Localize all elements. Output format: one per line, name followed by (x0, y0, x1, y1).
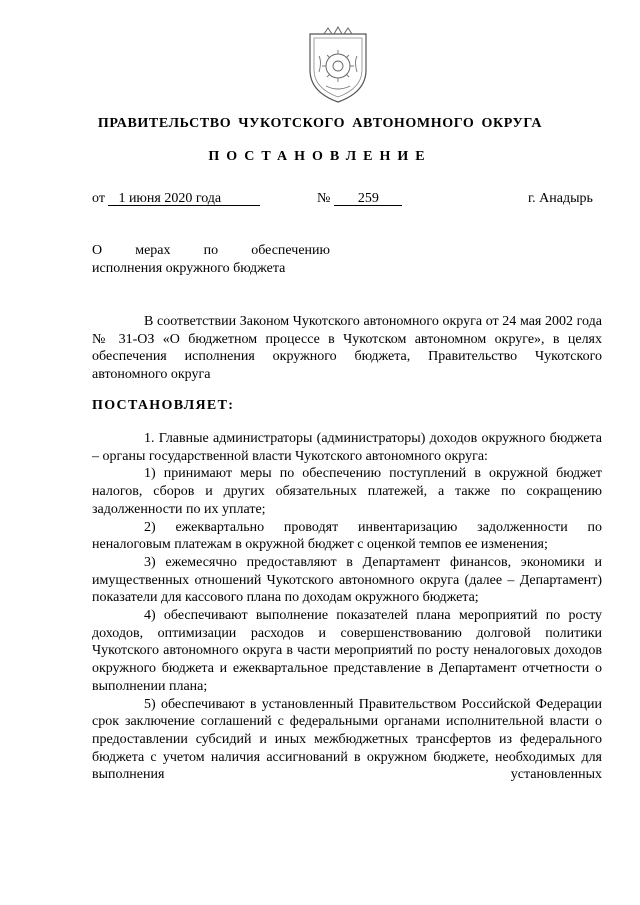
preamble-paragraph: В соответствии Законом Чукотского автономного округа от 24 мая 2002 года № 31-ОЗ «О бюджетном процессе в Чукотском автономном округе», в целях обеспечения исполнения окружного бюджета, Правительство Чукотского автономного округа (92, 314, 602, 383)
number-value: 259 (334, 192, 402, 206)
document-type-title: ПОСТАНОВЛЕНИЕ (208, 149, 432, 164)
item-paragraph: 4) обеспечивают выполнение показателей плана мероприятий по росту доходов, оптимизации расходов и совершенствованию долговой политики Чукотского автономного округа в части мероприятий по росту неналоговых доходов окружного бюджета и ежеквартальное представление в Департамент отчетности о выполнении плана; (92, 608, 602, 694)
document-number (317, 191, 402, 207)
date-label: от (92, 191, 105, 206)
organization-title: ПРАВИТЕЛЬСТВО ЧУКОТСКОГО АВТОНОМНОГО ОКРУГА (97, 116, 543, 131)
subject-line-1: О мерах по обеспечению (92, 243, 330, 258)
item-paragraph: 2) ежеквартально проводят инвентаризацию задолженности по неналоговым платежам в окружной бюджет с оценкой темпов ее изменения; (92, 519, 602, 553)
resolves-heading: ПОСТАНОВЛЯЕТ: (92, 398, 235, 413)
resolution-items (92, 430, 602, 784)
subject-line-2: исполнения окружного бюджета (92, 261, 286, 276)
document-city: г. Анадырь (528, 191, 593, 206)
item-paragraph: 5) обеспечивают в установленный Правительством Российской Федерации срок заключение соглашений с федеральными органами исполнительной власти о предоставлении субсидий и иных межбюджетных трансфертов из федерального бюджета с учетом наличия ассигнований в окружном бюджете, необходимых для выполнения установленных (92, 696, 602, 783)
document-subject (92, 242, 330, 278)
date-value: 1 июня 2020 года (108, 192, 260, 206)
document-date (92, 191, 260, 207)
item-paragraph: 1. Главные администраторы (администраторы) доходов окружного бюджета – органы государственной власти Чукотского автономного округа: (92, 431, 602, 464)
item-paragraph: 1) принимают меры по обеспечению поступлений в окружной бюджет налогов, сборов и других обязательных платежей, а также по сокращению задолженности по их уплате; (92, 466, 602, 517)
coat-of-arms-icon (302, 26, 374, 106)
number-label: № (317, 191, 331, 206)
item-paragraph: 3) ежемесячно предоставляют в Департамент финансов, экономики и имущественных отношений Чукотского автономного округа (далее – Департамент) показатели для кассового плана по доходам окружного бюджета; (92, 554, 602, 606)
preamble (92, 313, 602, 384)
